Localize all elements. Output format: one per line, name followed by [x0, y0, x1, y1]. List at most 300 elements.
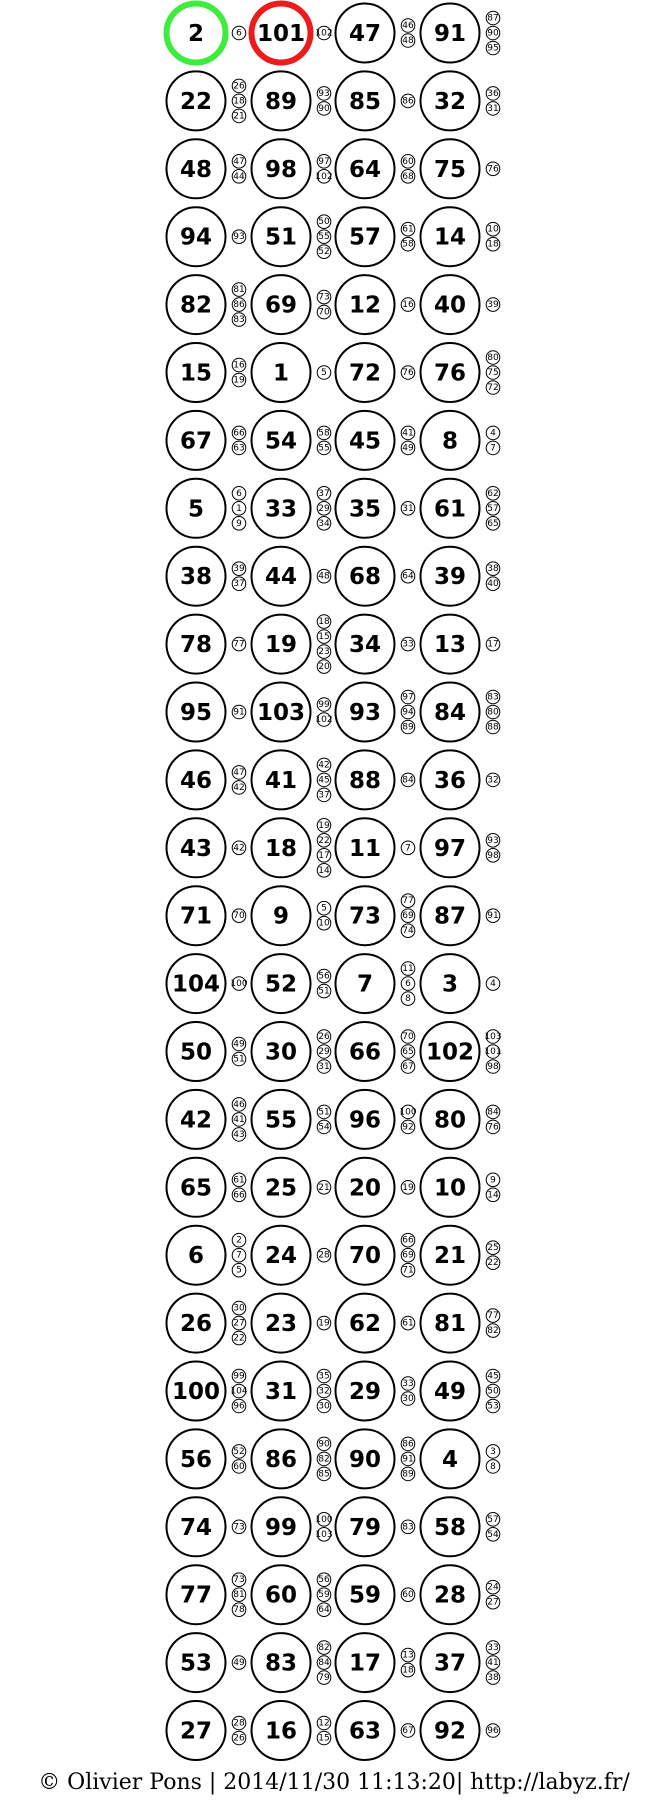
link-number: 7 — [405, 843, 411, 854]
cell-number: 50 — [179, 1039, 213, 1066]
cell-14[interactable] — [421, 207, 500, 266]
link-number: 47 — [233, 767, 245, 778]
cell-63[interactable] — [336, 1701, 415, 1760]
link-number: 88 — [487, 722, 499, 733]
link-number: 42 — [318, 760, 330, 771]
cell-81[interactable] — [421, 1294, 500, 1353]
link-number: 11 — [402, 964, 414, 975]
cell-11[interactable] — [336, 818, 415, 877]
link-number: 9 — [236, 518, 242, 529]
link-number: 89 — [402, 1469, 414, 1480]
link-number: 46 — [233, 1099, 245, 1110]
cell-77[interactable] — [167, 1565, 246, 1624]
copyright-footer: © Olivier Pons | 2014/11/30 11:13:20| http://labyz.fr/ — [38, 1770, 630, 1795]
cell-89[interactable] — [252, 71, 331, 130]
link-number: 52 — [233, 1446, 245, 1457]
cell-45[interactable] — [336, 411, 415, 470]
cell-37[interactable] — [421, 1633, 500, 1692]
cell-7[interactable] — [336, 954, 415, 1013]
link-number: 49 — [402, 443, 414, 454]
cell-85[interactable] — [336, 71, 415, 130]
cell-number: 7 — [356, 971, 374, 998]
cell-number: 31 — [264, 1379, 298, 1405]
cell-number: 98 — [264, 156, 298, 183]
cell-number: 69 — [264, 292, 298, 319]
link-number: 100 — [315, 1514, 333, 1525]
cell-number: 21 — [433, 1243, 467, 1270]
cell-number: 53 — [179, 1650, 213, 1677]
cell-number: 100 — [171, 1379, 221, 1405]
cell-83[interactable] — [252, 1633, 331, 1692]
link-number: 55 — [318, 443, 330, 454]
cell-96[interactable] — [336, 1090, 417, 1149]
cell-74[interactable] — [167, 1497, 246, 1556]
cell-number: 55 — [264, 1107, 298, 1134]
cell-number: 46 — [179, 767, 213, 794]
link-number: 51 — [318, 986, 330, 997]
cell-51[interactable] — [252, 207, 331, 266]
link-number: 8 — [490, 1461, 496, 1472]
link-number: 99 — [233, 1371, 245, 1382]
link-number: 82 — [318, 1643, 330, 1654]
link-number: 15 — [318, 1733, 330, 1744]
cell-58[interactable] — [421, 1497, 500, 1556]
link-number: 84 — [402, 775, 414, 786]
cell-number: 3 — [441, 971, 459, 998]
link-number: 44 — [233, 171, 245, 182]
cell-94[interactable] — [167, 207, 246, 266]
cell-number: 23 — [264, 1311, 298, 1338]
link-number: 49 — [233, 1039, 245, 1050]
link-number: 48 — [318, 571, 330, 582]
cell-19[interactable] — [252, 615, 331, 674]
cell-9[interactable] — [252, 886, 331, 945]
cell-42[interactable] — [167, 1090, 246, 1149]
cell-number: 59 — [348, 1582, 382, 1609]
link-number: 16 — [233, 360, 245, 371]
link-number: 46 — [402, 21, 414, 31]
link-number: 90 — [318, 103, 330, 114]
link-number: 27 — [487, 1597, 499, 1608]
cell-41[interactable] — [252, 750, 331, 809]
link-number: 45 — [318, 775, 330, 786]
cell-22[interactable] — [167, 71, 246, 130]
link-number: 90 — [318, 1439, 330, 1450]
cell-number: 2 — [187, 21, 205, 47]
link-number: 80 — [487, 707, 499, 718]
link-number: 70 — [318, 307, 330, 318]
link-number: 18 — [402, 1665, 414, 1676]
cell-50[interactable] — [167, 1022, 246, 1081]
link-number: 70 — [402, 1032, 414, 1042]
cell-95[interactable] — [167, 683, 246, 742]
link-number: 3 — [490, 1446, 496, 1457]
link-number: 99 — [318, 700, 330, 710]
cell-2[interactable] — [167, 4, 246, 63]
link-number: 35 — [318, 1371, 330, 1382]
link-number: 100 — [230, 979, 248, 990]
cell-44[interactable] — [252, 547, 331, 606]
cell-101[interactable] — [252, 4, 333, 63]
cell-33[interactable] — [252, 479, 331, 538]
link-number: 61 — [233, 1175, 245, 1186]
cell-number: 74 — [179, 1514, 213, 1541]
link-number: 91 — [233, 707, 245, 718]
cell-number: 92 — [433, 1718, 467, 1745]
cell-10[interactable] — [421, 1158, 500, 1217]
cell-number: 103 — [256, 700, 306, 726]
cell-102[interactable] — [421, 1022, 502, 1081]
cell-number: 29 — [348, 1379, 382, 1405]
cell-number: 64 — [348, 156, 382, 183]
link-number: 63 — [233, 443, 245, 454]
link-number: 33 — [487, 1643, 499, 1654]
cell-56[interactable] — [167, 1429, 246, 1488]
link-number: 81 — [233, 285, 245, 296]
cell-76[interactable] — [421, 343, 500, 402]
cell-23[interactable] — [252, 1294, 331, 1353]
link-number: 41 — [487, 1658, 499, 1669]
cell-61[interactable] — [421, 479, 500, 538]
cell-4[interactable] — [421, 1429, 500, 1488]
link-number: 74 — [402, 926, 414, 937]
link-number: 100 — [399, 1107, 417, 1118]
cell-24[interactable] — [252, 1226, 331, 1285]
cell-65[interactable] — [167, 1158, 246, 1217]
link-number: 97 — [402, 692, 414, 703]
cell-38[interactable] — [167, 547, 246, 606]
link-number: 73 — [318, 292, 330, 303]
cell-number: 57 — [348, 224, 382, 251]
cell-number: 14 — [433, 224, 467, 251]
cell-69[interactable] — [252, 275, 331, 334]
link-number: 12 — [318, 1718, 330, 1729]
cell-86[interactable] — [252, 1429, 331, 1488]
cell-15[interactable] — [167, 343, 246, 402]
cell-88[interactable] — [336, 750, 415, 809]
link-number: 19 — [402, 1182, 414, 1193]
cell-number: 12 — [348, 292, 382, 319]
cell-57[interactable] — [336, 207, 415, 266]
cell-30[interactable] — [252, 1022, 331, 1081]
link-number: 93 — [233, 232, 245, 243]
cell-71[interactable] — [167, 886, 246, 945]
link-number: 82 — [318, 1454, 330, 1465]
cell-35[interactable] — [336, 479, 415, 538]
cell-number: 102 — [425, 1039, 475, 1066]
link-number: 31 — [318, 1062, 330, 1072]
cell-number: 104 — [171, 971, 221, 998]
cell-number: 87 — [433, 903, 467, 930]
cell-number: 80 — [433, 1107, 467, 1134]
cell-number: 48 — [179, 156, 213, 183]
link-number: 65 — [402, 1047, 414, 1057]
cell-62[interactable] — [336, 1294, 415, 1353]
link-number: 37 — [318, 790, 330, 801]
cell-80[interactable] — [421, 1090, 500, 1149]
link-number: 78 — [233, 1605, 245, 1616]
cell-70[interactable] — [336, 1226, 415, 1285]
cell-68[interactable] — [336, 547, 415, 606]
cell-3[interactable] — [421, 954, 500, 1013]
cell-number: 11 — [348, 835, 382, 862]
link-number: 38 — [487, 564, 499, 575]
link-number: 26 — [233, 81, 245, 92]
cell-1[interactable] — [252, 343, 331, 402]
link-number: 34 — [318, 518, 330, 529]
link-number: 102 — [315, 715, 333, 725]
cell-59[interactable] — [336, 1565, 415, 1624]
cell-93[interactable] — [336, 683, 415, 742]
link-number: 61 — [402, 1318, 414, 1329]
link-number: 59 — [318, 1590, 330, 1601]
cell-82[interactable] — [167, 275, 246, 334]
cell-number: 68 — [348, 564, 382, 591]
cell-number: 62 — [348, 1311, 382, 1338]
cell-number: 99 — [264, 1514, 298, 1541]
cell-54[interactable] — [252, 411, 331, 470]
cell-number: 16 — [264, 1718, 298, 1745]
cell-36[interactable] — [421, 750, 500, 809]
cell-number: 42 — [179, 1107, 213, 1134]
cell-31[interactable] — [252, 1362, 331, 1421]
link-number: 8 — [405, 994, 411, 1005]
cell-number: 44 — [264, 564, 298, 591]
link-number: 32 — [318, 1386, 330, 1397]
link-number: 98 — [487, 850, 499, 861]
link-number: 4 — [490, 979, 496, 990]
link-number: 24 — [487, 1582, 499, 1593]
link-number: 97 — [318, 156, 330, 167]
link-number: 64 — [402, 571, 414, 582]
cell-52[interactable] — [252, 954, 331, 1013]
cell-32[interactable] — [421, 71, 500, 130]
link-number: 56 — [318, 971, 330, 982]
link-number: 50 — [318, 217, 330, 228]
cell-number: 13 — [433, 632, 467, 659]
cell-number: 33 — [264, 496, 298, 523]
cell-number: 10 — [433, 1175, 467, 1202]
cell-number: 96 — [348, 1107, 382, 1134]
cell-92[interactable] — [421, 1701, 500, 1760]
link-number: 84 — [318, 1658, 330, 1669]
cell-75[interactable] — [421, 139, 500, 198]
link-number: 103 — [315, 1529, 333, 1540]
link-number: 7 — [490, 443, 496, 454]
link-number: 94 — [402, 707, 414, 718]
cell-34[interactable] — [336, 615, 415, 674]
link-number: 43 — [233, 1129, 245, 1140]
cell-78[interactable] — [167, 615, 246, 674]
cell-87[interactable] — [421, 886, 500, 945]
cell-66[interactable] — [336, 1022, 415, 1081]
cell-number: 97 — [433, 835, 467, 862]
link-number: 82 — [487, 1326, 499, 1337]
cell-5[interactable] — [167, 479, 246, 538]
link-number: 54 — [487, 1529, 499, 1540]
cell-29[interactable] — [336, 1362, 415, 1421]
cell-13[interactable] — [421, 615, 500, 674]
link-number: 51 — [233, 1054, 245, 1065]
cell-47[interactable] — [336, 4, 415, 63]
link-number: 60 — [233, 1461, 245, 1472]
cell-number: 38 — [179, 564, 213, 591]
cell-number: 17 — [348, 1650, 382, 1677]
cell-79[interactable] — [336, 1497, 415, 1556]
link-number: 83 — [402, 1522, 414, 1533]
cell-48[interactable] — [167, 139, 246, 198]
cell-39[interactable] — [421, 547, 500, 606]
cell-number: 30 — [264, 1039, 298, 1066]
link-number: 6 — [405, 979, 411, 990]
link-number: 26 — [318, 1032, 330, 1042]
cell-28[interactable] — [421, 1565, 500, 1624]
cell-91[interactable] — [421, 4, 500, 63]
cell-number: 86 — [264, 1446, 298, 1473]
link-number: 93 — [487, 835, 499, 846]
cell-number: 60 — [264, 1582, 298, 1609]
link-number: 69 — [402, 1250, 414, 1261]
cell-64[interactable] — [336, 139, 415, 198]
link-number: 13 — [402, 1650, 414, 1661]
cell-number: 18 — [264, 835, 298, 862]
cell-25[interactable] — [252, 1158, 331, 1217]
cell-number: 26 — [179, 1311, 213, 1338]
cell-6[interactable] — [167, 1226, 246, 1285]
link-number: 77 — [402, 896, 414, 907]
cell-number: 75 — [433, 156, 467, 183]
cell-67[interactable] — [167, 411, 246, 470]
link-number: 9 — [490, 1175, 496, 1186]
cell-number: 85 — [348, 88, 382, 115]
link-number: 49 — [233, 1658, 245, 1669]
cell-104[interactable] — [167, 954, 248, 1013]
cell-number: 9 — [272, 903, 290, 930]
link-number: 41 — [402, 428, 414, 439]
link-number: 83 — [233, 315, 245, 326]
cell-number: 84 — [433, 700, 467, 726]
cell-21[interactable] — [421, 1226, 500, 1285]
link-number: 87 — [487, 13, 499, 24]
cell-number: 41 — [264, 767, 298, 794]
cell-84[interactable] — [421, 683, 500, 742]
link-number: 39 — [487, 300, 499, 311]
link-number: 33 — [402, 639, 414, 650]
link-number: 6 — [236, 488, 242, 499]
link-number: 91 — [487, 911, 499, 922]
cell-number: 27 — [179, 1718, 213, 1745]
link-number: 38 — [487, 1673, 499, 1684]
cell-103[interactable] — [252, 683, 333, 742]
cell-number: 8 — [441, 428, 459, 455]
cell-18[interactable] — [252, 818, 331, 877]
link-number: 31 — [402, 503, 414, 514]
cell-number: 24 — [264, 1243, 298, 1270]
link-number: 56 — [318, 1575, 330, 1586]
cell-number: 6 — [187, 1243, 205, 1270]
link-number: 86 — [233, 300, 245, 311]
link-number: 77 — [487, 1311, 499, 1322]
link-number: 86 — [402, 96, 414, 107]
cell-number: 77 — [179, 1582, 213, 1609]
link-number: 28 — [318, 1250, 330, 1261]
cell-12[interactable] — [336, 275, 415, 334]
cell-number: 93 — [348, 700, 382, 726]
cell-number: 101 — [256, 21, 306, 47]
link-number: 68 — [402, 171, 414, 182]
cell-90[interactable] — [336, 1429, 415, 1488]
cell-98[interactable] — [252, 139, 333, 198]
link-number: 101 — [484, 1047, 502, 1057]
link-number: 102 — [315, 28, 333, 39]
link-number: 30 — [233, 1303, 245, 1314]
cell-number: 15 — [179, 360, 213, 387]
cell-26[interactable] — [167, 1294, 246, 1353]
link-number: 23 — [318, 647, 330, 658]
cell-number: 91 — [433, 21, 467, 47]
cell-97[interactable] — [421, 818, 500, 877]
cell-number: 51 — [264, 224, 298, 251]
link-number: 37 — [233, 579, 245, 590]
link-number: 103 — [484, 1032, 502, 1042]
link-number: 57 — [487, 1514, 499, 1525]
link-number: 25 — [487, 1243, 499, 1254]
cell-16[interactable] — [252, 1701, 331, 1760]
cell-27[interactable] — [167, 1701, 246, 1760]
cell-53[interactable] — [167, 1633, 246, 1692]
link-number: 83 — [487, 692, 499, 703]
link-number: 37 — [318, 488, 330, 499]
link-number: 30 — [318, 1401, 330, 1412]
cell-73[interactable] — [336, 886, 415, 945]
cell-number: 28 — [433, 1582, 467, 1609]
link-number: 76 — [402, 368, 414, 378]
link-number: 21 — [318, 1182, 330, 1193]
link-number: 29 — [318, 503, 330, 514]
cell-46[interactable] — [167, 750, 246, 809]
link-number: 75 — [487, 368, 499, 378]
link-number: 51 — [318, 1107, 330, 1118]
link-number: 26 — [233, 1733, 245, 1744]
link-number: 22 — [233, 1333, 245, 1344]
link-number: 72 — [487, 383, 499, 393]
cell-60[interactable] — [252, 1565, 331, 1624]
cell-72[interactable] — [336, 343, 415, 402]
cell-40[interactable] — [421, 275, 500, 334]
link-number: 67 — [402, 1062, 414, 1072]
link-number: 89 — [402, 722, 414, 733]
cell-55[interactable] — [252, 1090, 331, 1149]
cell-49[interactable] — [421, 1362, 500, 1421]
link-number: 5 — [236, 1265, 242, 1276]
cell-number: 89 — [264, 88, 298, 115]
link-number: 55 — [318, 232, 330, 243]
link-number: 79 — [318, 1673, 330, 1684]
cell-number: 20 — [348, 1175, 382, 1202]
cell-number: 56 — [179, 1446, 213, 1473]
cell-number: 94 — [179, 224, 213, 251]
cell-99[interactable] — [252, 1497, 333, 1556]
cell-17[interactable] — [336, 1633, 415, 1692]
cell-20[interactable] — [336, 1158, 415, 1217]
cell-43[interactable] — [167, 818, 246, 877]
link-number: 81 — [233, 1590, 245, 1601]
cell-100[interactable] — [167, 1362, 248, 1421]
link-number: 102 — [315, 171, 333, 182]
cell-8[interactable] — [421, 411, 500, 470]
link-number: 31 — [487, 103, 499, 114]
link-number: 50 — [487, 1386, 499, 1397]
